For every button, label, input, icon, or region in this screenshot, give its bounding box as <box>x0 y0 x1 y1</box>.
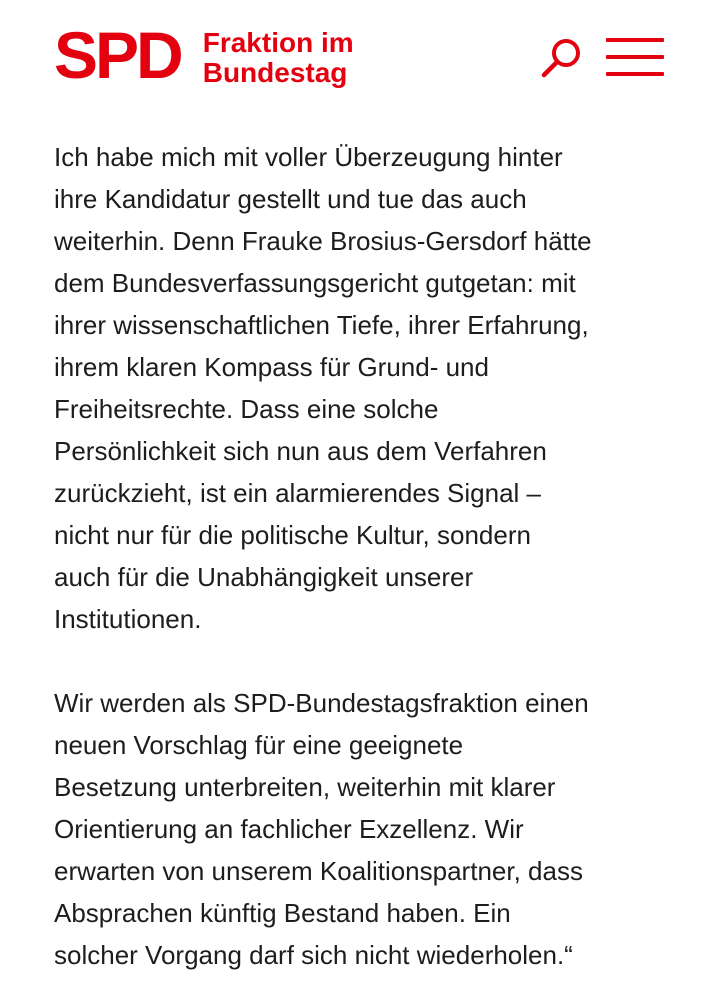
hamburger-menu-icon <box>606 72 664 76</box>
text-line: solcher Vorgang darf sich nicht wiederholen.“ <box>54 940 573 970</box>
text-line: ihrer wissenschaftlichen Tiefe, ihrer Erfahrung, <box>54 310 589 340</box>
text-line: Institutionen. <box>54 604 202 634</box>
spd-logo-link[interactable] <box>54 18 354 92</box>
text-line: Orientierung an fachlicher Exzellenz. Wir <box>54 814 524 844</box>
text-line: ihre Kandidatur gestellt und tue das auch <box>54 184 527 214</box>
article-paragraph-1 <box>54 136 674 640</box>
text-line: nicht nur für die politische Kultur, sondern <box>54 520 531 550</box>
text-line: erwarten von unserem Koalitionspartner, dass <box>54 856 583 886</box>
logo-subtitle-line-1: Fraktion im <box>202 27 354 58</box>
text-line: ihrem klaren Kompass für Grund- und <box>54 352 489 382</box>
search-button[interactable] <box>540 36 584 80</box>
menu-button[interactable] <box>606 36 666 80</box>
text-line: neuen Vorschlag für eine geeignete <box>54 730 464 760</box>
text-line: zurückzieht, ist ein alarmierendes Signal – <box>54 478 542 508</box>
logo-spd-wordmark: SPD <box>54 18 181 92</box>
article-paragraph-2 <box>54 682 674 976</box>
paragraph-spacer <box>54 640 674 682</box>
hamburger-menu-icon <box>606 38 664 42</box>
text-line: Persönlichkeit sich nun aus dem Verfahren <box>54 436 547 466</box>
text-line: Freiheitsrechte. Dass eine solche <box>54 394 439 424</box>
article-body <box>54 136 674 976</box>
text-line: Absprachen künftig Bestand haben. Ein <box>54 898 511 928</box>
text-line: Wir werden als SPD-Bundestagsfraktion einen <box>54 688 589 718</box>
logo-subtitle-line-2: Bundestag <box>202 57 348 88</box>
logo-subtitle <box>203 28 354 88</box>
text-line: dem Bundesverfassungsgericht gutgetan: mit <box>54 268 576 298</box>
text-line: Besetzung unterbreiten, weiterhin mit klarer <box>54 772 556 802</box>
text-line: auch für die Unabhängigkeit unserer <box>54 562 474 592</box>
search-icon <box>540 36 584 80</box>
hamburger-menu-icon <box>606 55 664 59</box>
site-header <box>0 0 718 110</box>
text-line: Ich habe mich mit voller Überzeugung hinter <box>54 142 563 172</box>
text-line: weiterhin. Denn Frauke Brosius-Gersdorf hätte <box>54 226 592 256</box>
